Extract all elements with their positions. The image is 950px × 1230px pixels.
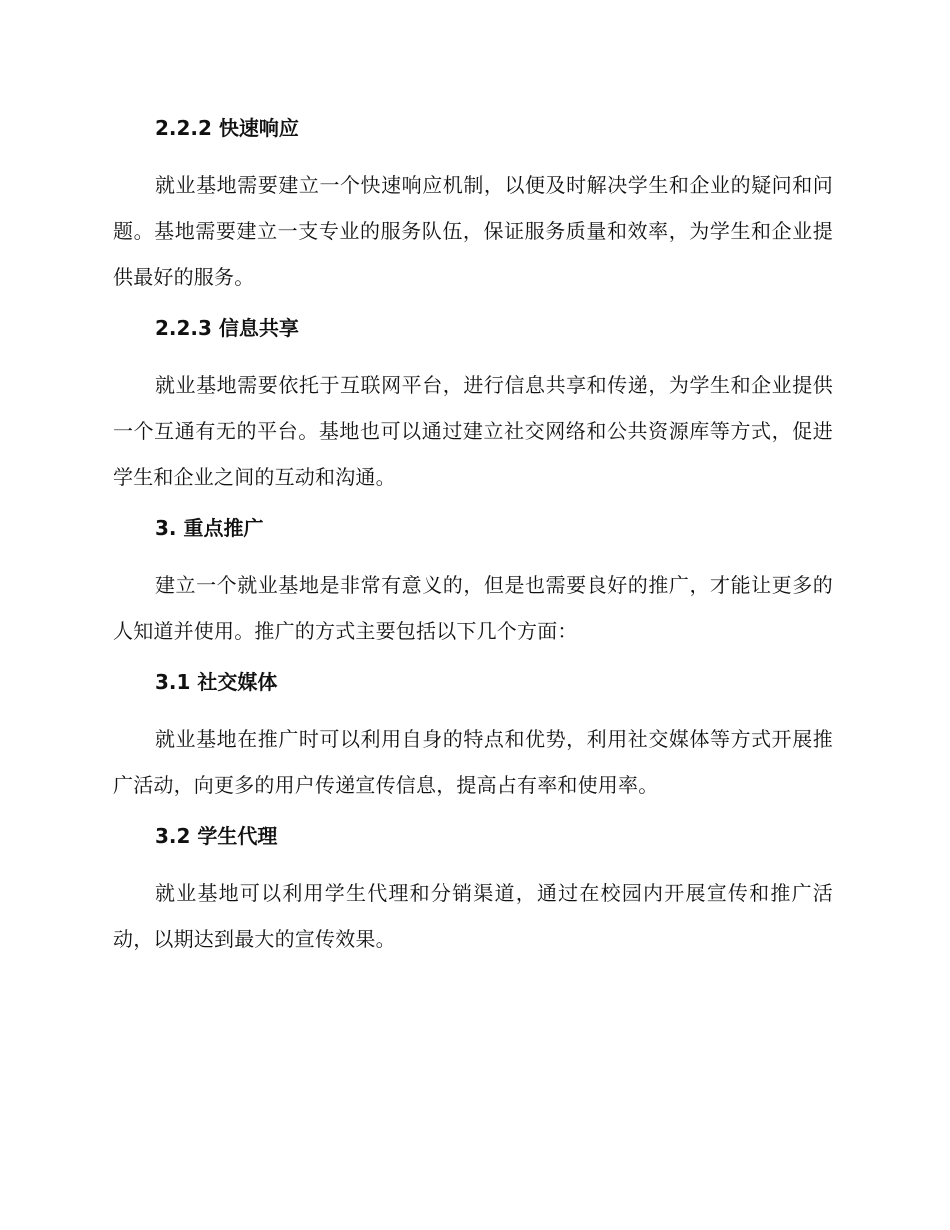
section-heading-3-1: 3.1 社交媒体 — [155, 670, 278, 694]
section-heading-2-2-3: 2.2.3 信息共享 — [155, 316, 299, 340]
section-body-3: 建立一个就业基地是非常有意义的，但是也需要良好的推广，才能让更多的人知道并使用。推广的方式主要包括以下几个方面： — [113, 573, 833, 643]
section-body-3-2: 就业基地可以利用学生代理和分销渠道，通过在校园内开展宣传和推广活动，以期达到最大的宣传效果。 — [113, 881, 833, 951]
section-heading-3: 3. 重点推广 — [155, 516, 264, 540]
document-content — [113, 110, 833, 972]
section-body-2-2-2: 就业基地需要建立一个快速响应机制，以便及时解决学生和企业的疑问和问题。基地需要建立一支专业的服务队伍，保证服务质量和效率，为学生和企业提供最好的服务。 — [113, 173, 833, 289]
section-body-2-2-3: 就业基地需要依托于互联网平台，进行信息共享和传递，为学生和企业提供一个互通有无的平台。基地也可以通过建立社交网络和公共资源库等方式，促进学生和企业之间的互动和沟通。 — [113, 373, 833, 489]
section-heading-3-2: 3.2 学生代理 — [155, 824, 278, 848]
section-body-3-1: 就业基地在推广时可以利用自身的特点和优势，利用社交媒体等方式开展推广活动，向更多的用户传递宣传信息，提高占有率和使用率。 — [113, 727, 833, 797]
section-heading-2-2-2: 2.2.2 快速响应 — [155, 116, 299, 140]
